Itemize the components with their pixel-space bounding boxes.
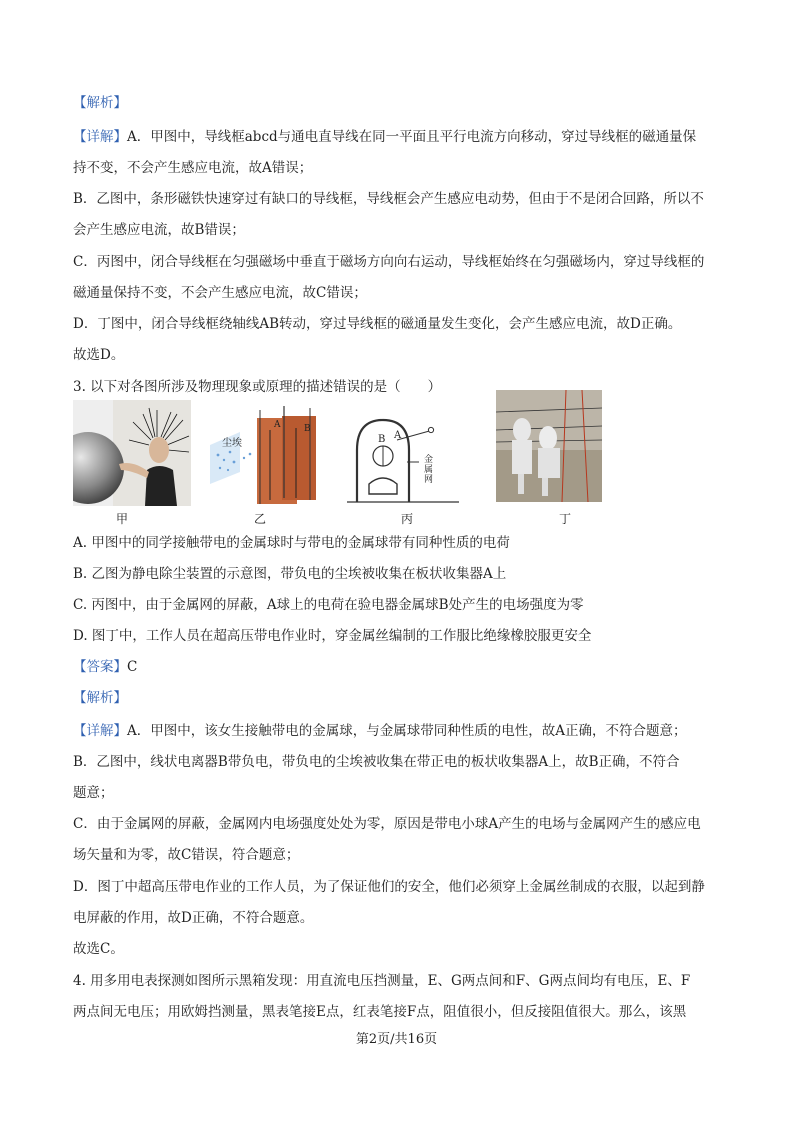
caption-bing: 丙	[401, 512, 414, 526]
answer-value: C	[127, 659, 138, 675]
q3-stem: 3. 以下对各图所涉及物理现象或原理的描述错误的是（ ）	[73, 379, 442, 395]
figure-jia	[73, 400, 191, 506]
caption-ding: 丁	[559, 512, 572, 526]
figure-yi	[200, 400, 330, 510]
option-c: C. 丙图中，由于金属网的屏蔽，A球上的电荷在验电器金属球B处产生的电场强度为零	[73, 597, 584, 613]
q3-line: C．由于金属网的屏蔽，金属网内电场强度处处为零，原因是带电小球A产生的电场与金属网产生的感应电	[73, 816, 701, 832]
answer-label: 【答案】	[73, 659, 127, 675]
q2-line: 故选D。	[73, 347, 125, 363]
label-a: A	[394, 430, 402, 441]
detail-label: 【详解】	[73, 129, 127, 145]
analysis-label: 【解析】	[73, 690, 127, 706]
dust-label: 尘埃	[222, 438, 242, 449]
caption-jia: 甲	[116, 512, 129, 526]
q3-line: 题意；	[73, 785, 114, 801]
q2-line: 磁通量保持不变，不会产生感应电流，故C错误；	[73, 285, 367, 301]
q3-line: D．图丁中超高压带电作业的工作人员，为了保证他们的安全，他们必须穿上金属丝制成的衣服，以起到静	[73, 879, 705, 895]
q2-detail-line: 【详解】A．甲图中，导线框abcd与通电直导线在同一平面且平行电流方向移动，穿过导线框的磁通量保	[73, 129, 697, 145]
q2-line: 会产生感应电流，故B错误；	[73, 222, 245, 238]
answer-line	[73, 658, 137, 676]
option-b: B. 乙图为静电除尘装置的示意图，带负电的尘埃被收集在板状收集器A上	[73, 566, 507, 582]
q3-line: B．乙图中，线状电离器B带负电，带负电的尘埃被收集在带正电的板状收集器A上，故B正确，不符合	[73, 754, 680, 770]
label-a: A	[274, 420, 281, 430]
figure-ding	[496, 390, 602, 502]
q3-line: 故选C。	[73, 941, 124, 957]
q4-line: 4. 用多用电表探测如图所示黑箱发现：用直流电压挡测量，E、G两点间和F、G两点间均有电压，E、F	[73, 973, 691, 989]
detail-label: 【详解】	[73, 723, 127, 739]
q2-line: B．乙图中，条形磁铁快速穿过有缺口的导线框，导线框会产生感应电动势，但由于不是闭合回路，所以不	[73, 191, 704, 207]
q4-line: 两点间无电压；用欧姆挡测量，黑表笔接E点，红表笔接F点，阻值很小，但反接阻值很大。那么，该黑	[73, 1004, 687, 1020]
label-b: B	[378, 434, 386, 445]
q2-line: C．丙图中，闭合导线框在匀强磁场中垂直于磁场方向向右运动，导线框始终在匀强磁场内，穿过导线框的	[73, 254, 705, 270]
q3-line: 电屏蔽的作用，故D正确，不符合题意。	[73, 910, 314, 926]
q3-detail-line: 【详解】A．甲图中，该女生接触带电的金属球，与金属球带同种性质的电性，故A正确，不符合题意；	[73, 723, 687, 739]
mesh-label: 金属网	[422, 454, 432, 484]
q2-line: D．丁图中，闭合导线框绕轴线AB转动，穿过导线框的磁通量发生变化，会产生感应电流，故D正确。	[73, 316, 682, 332]
q3-line: 场矢量和为零，故C错误，符合题意；	[73, 847, 300, 863]
label-b: B	[304, 424, 311, 434]
q2-line: 持不变，不会产生感应电流，故A错误；	[73, 160, 313, 176]
option-a: A. 甲图中的同学接触带电的金属球时与带电的金属球带有同种性质的电荷	[73, 535, 510, 551]
figure-bing	[345, 400, 465, 508]
option-d: D. 图丁中，工作人员在超高压带电作业时，穿金属丝编制的工作服比绝缘橡胶服更安全	[73, 628, 592, 644]
analysis-label: 【解析】	[73, 95, 127, 111]
page-footer: 第2页/共16页	[355, 1032, 438, 1047]
caption-yi: 乙	[254, 512, 267, 526]
